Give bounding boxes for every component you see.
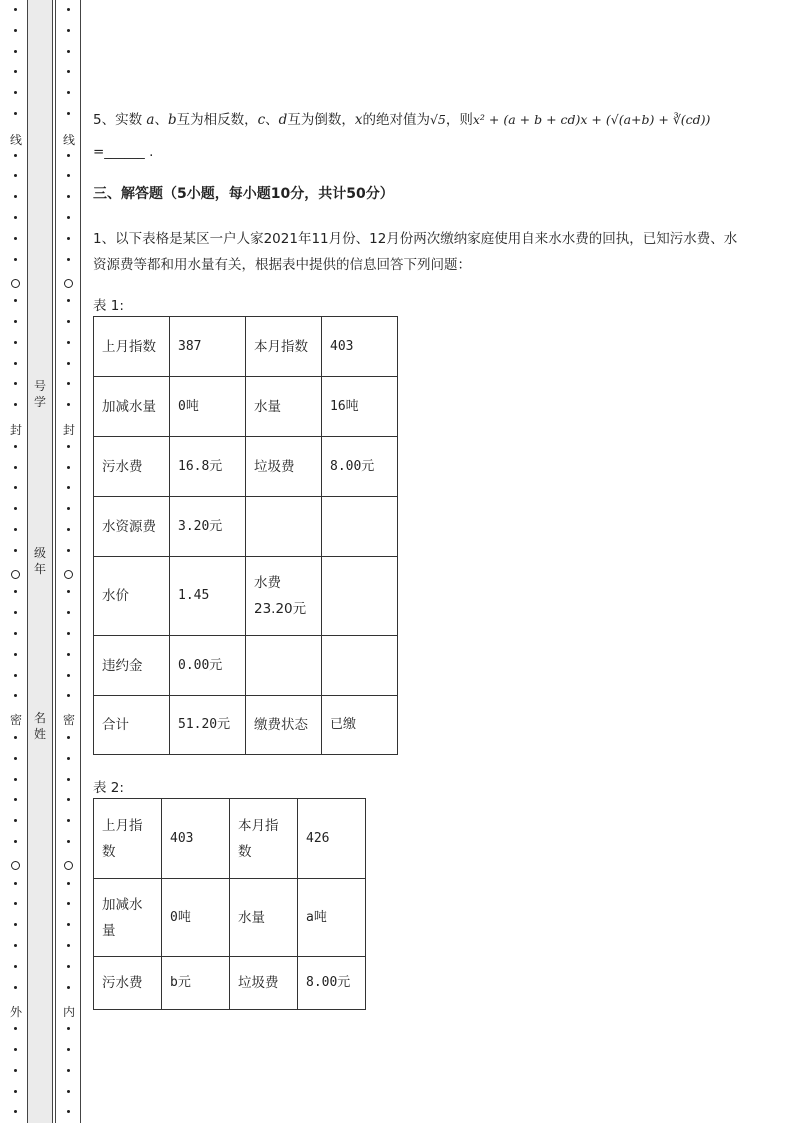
table-cell: 垃圾费 xyxy=(230,957,298,1010)
table-cell: 16吨 xyxy=(322,377,398,437)
table-cell: 违约金 xyxy=(94,636,170,696)
perforation-dot xyxy=(14,944,17,947)
perforation-dot xyxy=(14,653,17,656)
perforation-dot xyxy=(67,674,70,677)
perforation-dot xyxy=(14,611,17,614)
var-c: c xyxy=(257,112,266,128)
problem-1-text: 1、以下表格是某区一户人家2021年11月份、12月份两次缴纳家庭使用自来水水费的回执，已知污水费、水资源费等都和用水量有关，根据表中提供的信息回答下列问题： xyxy=(93,231,738,273)
q5-text: 互为倒数， xyxy=(287,112,355,128)
perforation-dot xyxy=(14,70,17,73)
table-cell: 51.20元 xyxy=(170,696,246,755)
perforation-dot xyxy=(14,320,17,323)
table-cell: 污水费 xyxy=(94,957,162,1010)
perforation-dot xyxy=(14,694,17,697)
perforation-dot xyxy=(67,611,70,614)
q5-text: ，则 xyxy=(445,112,473,128)
label-char: 级 xyxy=(33,546,46,560)
perforation-dot xyxy=(67,1090,70,1093)
perforation-dot xyxy=(14,154,17,157)
perforation-dot xyxy=(14,549,17,552)
question-number: 5、 xyxy=(93,112,116,128)
binding-gutter xyxy=(0,0,82,1123)
perforation-dot xyxy=(67,70,70,73)
var-b: b xyxy=(167,112,177,128)
perforation-dot xyxy=(14,778,17,781)
table-cell: 已缴 xyxy=(322,696,398,755)
perforation-dot xyxy=(14,486,17,489)
table-cell: 403 xyxy=(322,317,398,377)
table-row xyxy=(94,557,398,636)
perforation-dot xyxy=(14,965,17,968)
table-cell xyxy=(246,636,322,696)
perforation-dot xyxy=(14,923,17,926)
perforation-dot xyxy=(14,590,17,593)
table-cell: 3.20元 xyxy=(170,497,246,557)
table-2 xyxy=(93,798,366,1010)
label-char: 名 xyxy=(33,711,46,725)
perforation-dot xyxy=(67,112,70,115)
seal-line-char: 线 xyxy=(10,133,23,147)
table-row xyxy=(94,497,398,557)
perforation-dot xyxy=(67,216,70,219)
table-cell: 0吨 xyxy=(162,879,230,957)
perforation-dot xyxy=(14,382,17,385)
perforation-dot xyxy=(14,174,17,177)
table-cell xyxy=(322,636,398,696)
perforation-dot xyxy=(14,528,17,531)
q5-text: 的绝对值为 xyxy=(362,112,430,128)
q5-text: 实数 xyxy=(115,112,143,128)
binding-hole-icon xyxy=(11,279,20,288)
seal-line-char: 密 xyxy=(10,713,23,727)
seal-line-char: 线 xyxy=(63,133,76,147)
perforation-dot xyxy=(67,965,70,968)
outer-dot-column xyxy=(10,0,22,1123)
student-id-label xyxy=(33,378,47,410)
perforation-dot xyxy=(14,8,17,11)
table-cell xyxy=(322,497,398,557)
perforation-dot xyxy=(67,341,70,344)
perforation-dot xyxy=(14,362,17,365)
table-cell: 水量 xyxy=(230,879,298,957)
table-cell: 本月指数 xyxy=(246,317,322,377)
perforation-dot xyxy=(67,403,70,406)
perforation-dot xyxy=(67,362,70,365)
label-char: 姓 xyxy=(33,727,46,741)
binding-hole-icon xyxy=(64,570,73,579)
perforation-dot xyxy=(67,382,70,385)
perforation-dot xyxy=(67,445,70,448)
perforation-dot xyxy=(67,258,70,261)
perforation-dot xyxy=(14,258,17,261)
perforation-dot xyxy=(14,50,17,53)
perforation-dot xyxy=(14,195,17,198)
perforation-dot xyxy=(14,840,17,843)
perforation-dot xyxy=(14,237,17,240)
table-cell xyxy=(246,497,322,557)
sqrt5-expression: √5 xyxy=(429,112,446,127)
perforation-dot xyxy=(14,632,17,635)
label-char: 年 xyxy=(33,562,46,576)
table-cell: 加减水量 xyxy=(94,377,170,437)
perforation-dot xyxy=(14,112,17,115)
perforation-dot xyxy=(14,445,17,448)
label-char: 学 xyxy=(33,395,46,409)
perforation-dot xyxy=(67,694,70,697)
var-x: x xyxy=(354,112,363,128)
table-row xyxy=(94,879,366,957)
perforation-dot xyxy=(67,944,70,947)
perforation-dot xyxy=(14,299,17,302)
perforation-dot xyxy=(67,736,70,739)
perforation-dot xyxy=(67,8,70,11)
perforation-dot xyxy=(14,507,17,510)
perforation-dot xyxy=(67,237,70,240)
perforation-dot xyxy=(14,986,17,989)
table-cell: 加减水 量 xyxy=(94,879,162,957)
table-cell: 上月指 数 xyxy=(94,799,162,879)
perforation-dot xyxy=(67,590,70,593)
perforation-dot xyxy=(67,902,70,905)
seal-line-char: 内 xyxy=(63,1005,76,1019)
perforation-dot xyxy=(14,1090,17,1093)
perforation-dot xyxy=(14,466,17,469)
perforation-dot xyxy=(14,798,17,801)
perforation-dot xyxy=(67,528,70,531)
table-cell: 水资源费 xyxy=(94,497,170,557)
var-a: a xyxy=(146,112,155,128)
table-cell: 本月指 数 xyxy=(230,799,298,879)
table-row xyxy=(94,317,398,377)
table-cell: 垃圾费 xyxy=(246,437,322,497)
perforation-dot xyxy=(14,1048,17,1051)
seal-line-char: 封 xyxy=(10,423,23,437)
perforation-dot xyxy=(67,320,70,323)
var-d: d xyxy=(278,112,288,128)
perforation-dot xyxy=(67,486,70,489)
table-cell: 污水费 xyxy=(94,437,170,497)
table-row xyxy=(94,437,398,497)
table1-label: 表 1: xyxy=(93,298,124,314)
table-cell: 8.00元 xyxy=(322,437,398,497)
table-cell: b元 xyxy=(162,957,230,1010)
table-row xyxy=(94,799,366,879)
perforation-dot xyxy=(14,341,17,344)
q5-sep: 、 xyxy=(154,112,168,128)
perforation-dot xyxy=(67,882,70,885)
table-cell: 缴费状态 xyxy=(246,696,322,755)
perforation-dot xyxy=(14,91,17,94)
perforation-dot xyxy=(67,50,70,53)
table-cell: 0吨 xyxy=(170,377,246,437)
perforation-dot xyxy=(14,882,17,885)
perforation-dot xyxy=(67,798,70,801)
perforation-dot xyxy=(67,653,70,656)
perforation-dot xyxy=(14,819,17,822)
seal-line-char: 封 xyxy=(63,423,76,437)
table-cell: 合计 xyxy=(94,696,170,755)
table-row xyxy=(94,377,398,437)
table-cell: 上月指数 xyxy=(94,317,170,377)
perforation-dot xyxy=(67,778,70,781)
table-cell: 387 xyxy=(170,317,246,377)
label-char: 号 xyxy=(33,379,46,393)
perforation-dot xyxy=(67,91,70,94)
binding-hole-icon xyxy=(11,570,20,579)
perforation-dot xyxy=(67,1048,70,1051)
table-cell: 8.00元 xyxy=(298,957,366,1010)
section-title: 三、解答题（5小题，每小题10分，共计50分） xyxy=(93,186,394,202)
table-cell: 403 xyxy=(162,799,230,879)
table-cell: 1.45 xyxy=(170,557,246,636)
table-cell: a吨 xyxy=(298,879,366,957)
table-row xyxy=(94,696,398,755)
perforation-dot xyxy=(67,174,70,177)
perforation-dot xyxy=(14,757,17,760)
perforation-dot xyxy=(67,299,70,302)
perforation-dot xyxy=(14,674,17,677)
perforation-dot xyxy=(67,840,70,843)
binding-hole-icon xyxy=(11,861,20,870)
q5-sep: 、 xyxy=(265,112,279,128)
table-cell: 0.00元 xyxy=(170,636,246,696)
perforation-dot xyxy=(14,29,17,32)
answer-blank: =______ . xyxy=(93,144,154,160)
perforation-dot xyxy=(14,216,17,219)
table-cell: 水量 xyxy=(246,377,322,437)
seal-line-char: 外 xyxy=(10,1005,23,1019)
perforation-dot xyxy=(67,29,70,32)
table2-label: 表 2: xyxy=(93,780,124,796)
perforation-dot xyxy=(67,154,70,157)
table-cell: 水价 xyxy=(94,557,170,636)
q5-text: 互为相反数， xyxy=(176,112,258,128)
table-cell: 水费 23.20元 xyxy=(246,557,322,636)
perforation-dot xyxy=(67,195,70,198)
polynomial-expression: x² + (a + b + cd)x + (√(a+b) + ∛(cd)) xyxy=(472,112,711,127)
question-5 xyxy=(93,108,710,128)
perforation-dot xyxy=(14,1027,17,1030)
perforation-dot xyxy=(67,466,70,469)
perforation-dot xyxy=(67,923,70,926)
name-label xyxy=(33,710,47,742)
inner-dot-column xyxy=(63,0,75,1123)
perforation-dot xyxy=(14,902,17,905)
binding-hole-icon xyxy=(64,861,73,870)
perforation-dot xyxy=(67,1069,70,1072)
perforation-dot xyxy=(67,757,70,760)
binding-hole-icon xyxy=(64,279,73,288)
table-1 xyxy=(93,316,398,755)
perforation-dot xyxy=(67,632,70,635)
perforation-dot xyxy=(14,1110,17,1113)
table-row xyxy=(94,636,398,696)
perforation-dot xyxy=(14,736,17,739)
table-cell: 16.8元 xyxy=(170,437,246,497)
perforation-dot xyxy=(67,1027,70,1030)
perforation-dot xyxy=(67,819,70,822)
table-cell: 426 xyxy=(298,799,366,879)
perforation-dot xyxy=(67,549,70,552)
table-row xyxy=(94,957,366,1010)
perforation-dot xyxy=(67,986,70,989)
perforation-dot xyxy=(14,403,17,406)
perforation-dot xyxy=(67,507,70,510)
perforation-dot xyxy=(14,1069,17,1072)
perforation-dot xyxy=(67,1110,70,1113)
grade-label xyxy=(33,545,47,577)
table-cell xyxy=(322,557,398,636)
seal-line-char: 密 xyxy=(63,713,76,727)
